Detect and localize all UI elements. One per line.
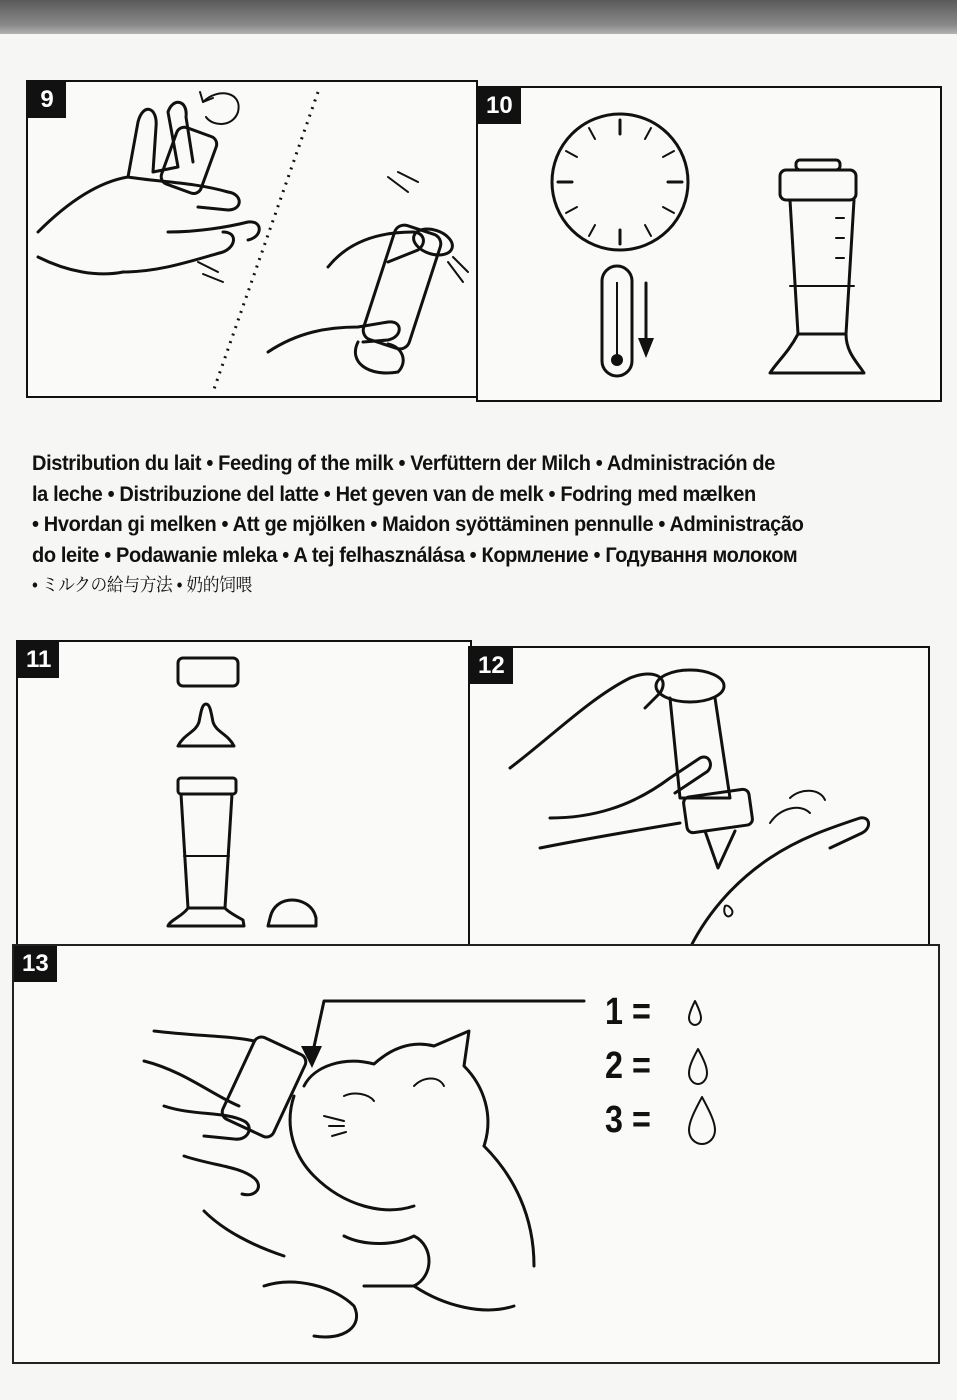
drop-row-1 <box>605 985 735 1039</box>
warming-bottle-illustration <box>28 82 478 398</box>
caption-line: la leche • Distribuzione del latte • Het geven van de melk • Fodring med mælken <box>32 481 756 506</box>
drop-icon <box>685 1046 711 1086</box>
teat-icon <box>178 704 234 746</box>
caption-line: • ミルクの給与方法 • 奶的饲喂 <box>32 575 252 595</box>
drop-count-label: 3 = <box>605 1098 651 1141</box>
step-number: 9 <box>28 82 66 118</box>
drop-row-3 <box>605 1093 735 1147</box>
step-13-panel <box>12 944 940 1364</box>
feeding-caption <box>32 448 878 601</box>
caption-line: • Hvordan gi melken • Att ge mjölken • Maidon syöttäminen pennulle • Administração <box>32 512 804 536</box>
step-9-panel <box>26 80 478 398</box>
step-11-panel <box>16 640 472 950</box>
thermometer-icon <box>602 266 632 376</box>
drop-icon <box>685 1094 719 1146</box>
drop-count-label: 2 = <box>605 1044 651 1087</box>
drop-row-2 <box>605 1039 735 1093</box>
caption-line: do leite • Podawanie mleka • A tej felhasználása • Кормление • Годування молоком <box>32 542 798 567</box>
step-number: 11 <box>18 642 59 678</box>
clock-icon <box>552 114 688 250</box>
milk-bottle-icon <box>770 160 864 373</box>
step-12-panel <box>468 646 930 954</box>
cap-icon <box>178 658 238 686</box>
drop-count-label: 1 = <box>605 990 651 1033</box>
bottle-parts-illustration <box>18 642 472 950</box>
step-number: 12 <box>470 648 513 684</box>
step-number: 10 <box>478 88 521 124</box>
step-10-panel <box>476 86 942 402</box>
down-arrow-icon <box>638 283 654 358</box>
drop-icon <box>685 997 705 1027</box>
temperature-illustration <box>478 88 942 402</box>
rotate-arrow-icon <box>203 93 239 124</box>
kitten-feeding-illustration <box>14 946 940 1364</box>
drop-size-legend <box>605 985 735 1147</box>
test-drop-illustration <box>470 648 930 954</box>
caption-line: Distribution du lait • Feeding of the milk • Verfüttern der Milch • Administración de <box>32 451 775 475</box>
step-number: 13 <box>14 946 57 982</box>
